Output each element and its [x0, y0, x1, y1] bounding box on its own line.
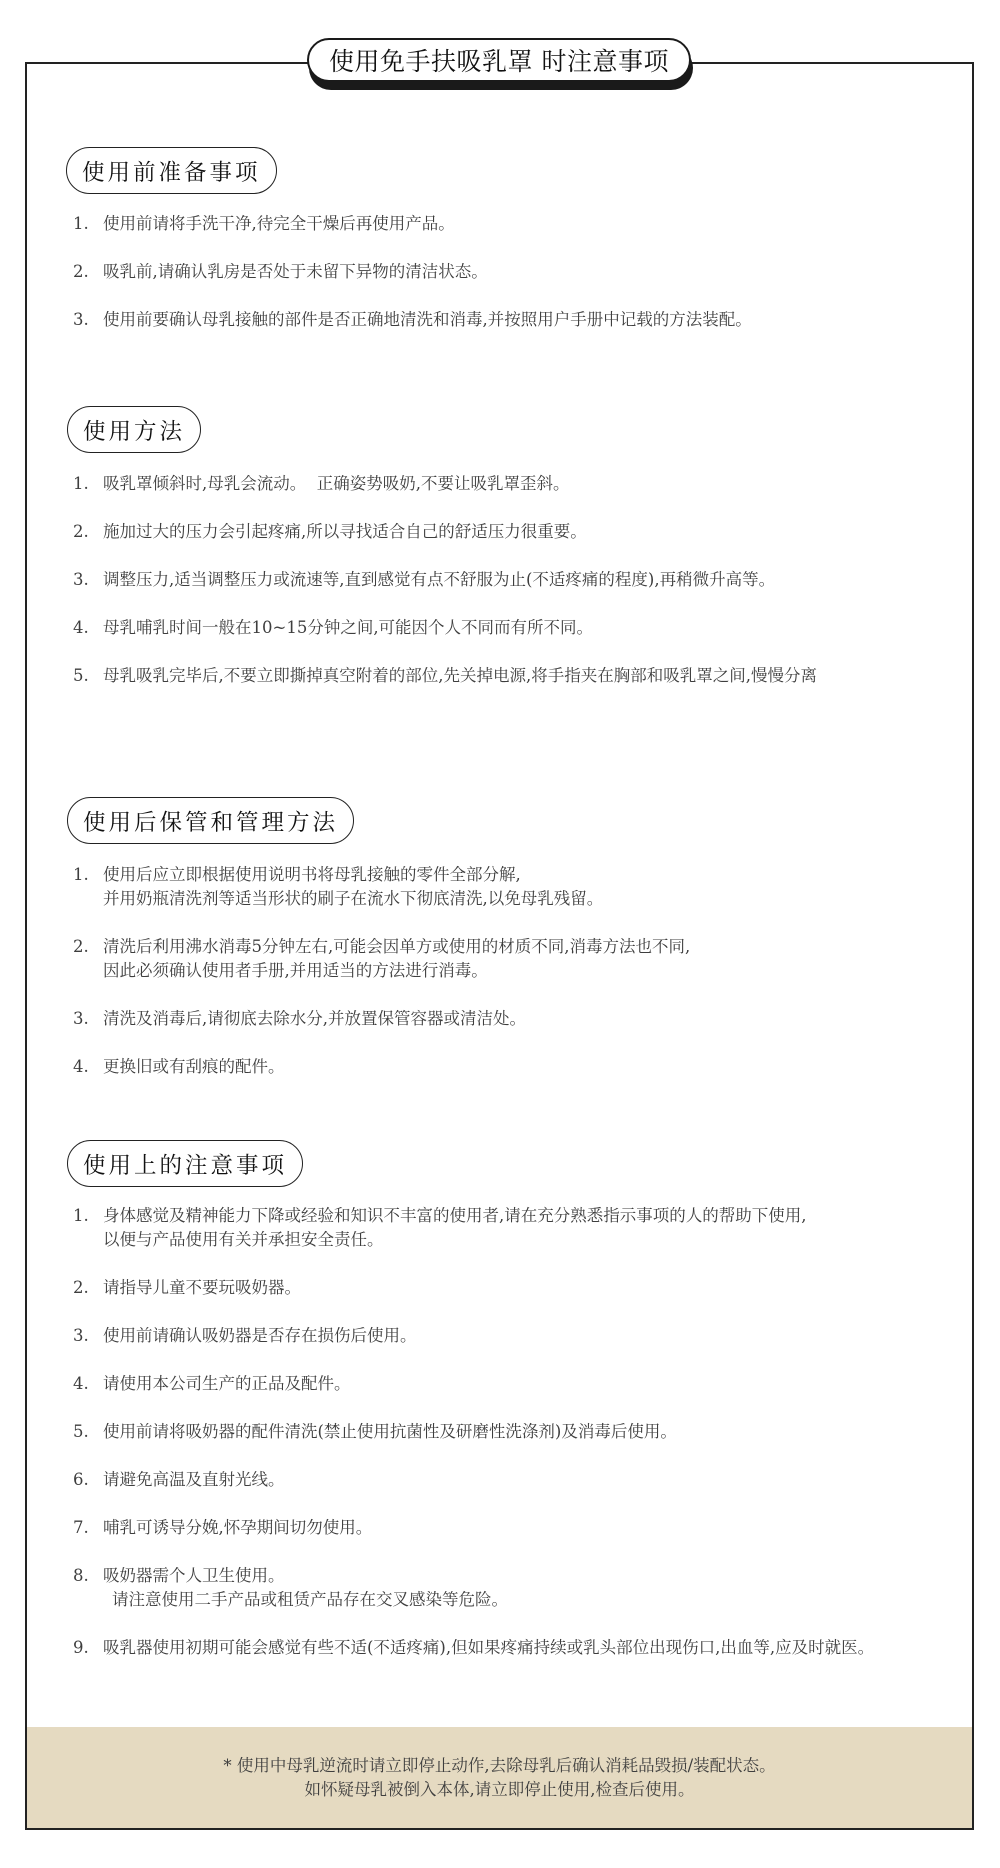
item-text: 更换旧或有刮痕的配件。: [103, 1057, 285, 1076]
item-number: 7.: [73, 1518, 89, 1537]
section-heading-storage: 使用后保管和管理方法: [67, 797, 354, 844]
item-text: 吸乳器使用初期可能会感觉有些不适(不适疼痛),但如果疼痛持续或乳头部位出现伤口,出血等,应及时就医。: [103, 1638, 875, 1657]
item-number: 1.: [73, 474, 89, 493]
footer-notice: [27, 1727, 972, 1828]
item-number: 2.: [73, 262, 89, 281]
item-number: 2.: [73, 522, 89, 541]
item-text: 并用奶瓶清洗剂等适当形状的刷子在流水下彻底清洗,以免母乳残留。: [103, 889, 604, 908]
item-number: 5.: [73, 1422, 89, 1441]
item-number: 2.: [73, 937, 89, 956]
item-number: 4.: [73, 618, 89, 637]
item-text: 请避免高温及直射光线。: [103, 1470, 285, 1489]
title-badge: [307, 38, 693, 90]
item-number: 5.: [73, 666, 89, 685]
item-text: 使用前请确认吸奶器是否存在损伤后使用。: [103, 1326, 417, 1345]
section-heading-precautions: 使用上的注意事项: [67, 1140, 303, 1187]
item-text: 以便与产品使用有关并承担安全责任。: [103, 1230, 384, 1249]
item-number: 8.: [73, 1566, 89, 1585]
item-text: 吸乳罩倾斜时,母乳会流动。 正确姿势吸奶,不要让吸乳罩歪斜。: [103, 474, 570, 493]
footer-line: 如怀疑母乳被倒入本体,请立即停止使用,检查后使用。: [304, 1779, 695, 1799]
item-number: 3.: [73, 1326, 89, 1345]
item-number: 1.: [73, 865, 89, 884]
item-text: 使用前请将吸奶器的配件清洗(禁止使用抗菌性及研磨性洗涤剂)及消毒后使用。: [103, 1422, 677, 1441]
item-text: 母乳哺乳时间一般在10~15分钟之间,可能因个人不同而有所不同。: [103, 618, 594, 637]
item-number: 2.: [73, 1278, 89, 1297]
item-number: 3.: [73, 1009, 89, 1028]
item-number: 6.: [73, 1470, 89, 1489]
item-number: 1.: [73, 214, 89, 233]
item-text: 使用前请将手洗干净,待完全干燥后再使用产品。: [103, 214, 455, 233]
item-text: 吸乳前,请确认乳房是否处于未留下异物的清洁状态。: [103, 262, 488, 281]
item-text: 清洗及消毒后,请彻底去除水分,并放置保管容器或清洁处。: [103, 1009, 526, 1028]
item-text: 身体感觉及精神能力下降或经验和知识不丰富的使用者,请在充分熟悉指示事项的人的帮助下使用,: [103, 1206, 807, 1225]
item-number: 1.: [73, 1206, 89, 1225]
item-number: 9.: [73, 1638, 89, 1657]
item-text: 吸奶器需个人卫生使用。: [103, 1566, 285, 1585]
item-text: 哺乳可诱导分娩,怀孕期间切勿使用。: [103, 1518, 373, 1537]
item-text: 清洗后利用沸水消毒5分钟左右,可能会因单方或使用的材质不同,消毒方法也不同,: [103, 937, 691, 956]
item-text: 施加过大的压力会引起疼痛,所以寻找适合自己的舒适压力很重要。: [103, 522, 587, 541]
item-text: 请注意使用二手产品或租赁产品存在交叉感染等危险。: [112, 1590, 508, 1609]
section-heading-preparation: 使用前准备事项: [66, 147, 277, 194]
item-text: 使用后应立即根据使用说明书将母乳接触的零件全部分解,: [103, 865, 521, 884]
section-heading-usage: 使用方法: [67, 406, 201, 453]
item-text: 请指导儿童不要玩吸奶器。: [103, 1278, 301, 1297]
item-number: 4.: [73, 1057, 89, 1076]
item-text: 使用前要确认母乳接触的部件是否正确地清洗和消毒,并按照用户手册中记载的方法装配。: [103, 310, 752, 329]
item-number: 4.: [73, 1374, 89, 1393]
page-title: 使用免手扶吸乳罩 时注意事项: [307, 38, 691, 82]
footer-line: * 使用中母乳逆流时请立即停止动作,去除母乳后确认消耗品毁损/装配状态。: [223, 1755, 776, 1775]
item-number: 3.: [73, 310, 89, 329]
item-text: 因此必须确认使用者手册,并用适当的方法进行消毒。: [103, 961, 488, 980]
item-text: 请使用本公司生产的正品及配件。: [103, 1374, 351, 1393]
item-text: 母乳吸乳完毕后,不要立即撕掉真空附着的部位,先关掉电源,将手指夹在胸部和吸乳罩之间,慢慢分离: [103, 666, 817, 685]
item-number: 3.: [73, 570, 89, 589]
item-text: 调整压力,适当调整压力或流速等,直到感觉有点不舒服为止(不适疼痛的程度),再稍微升高等。: [103, 570, 776, 589]
